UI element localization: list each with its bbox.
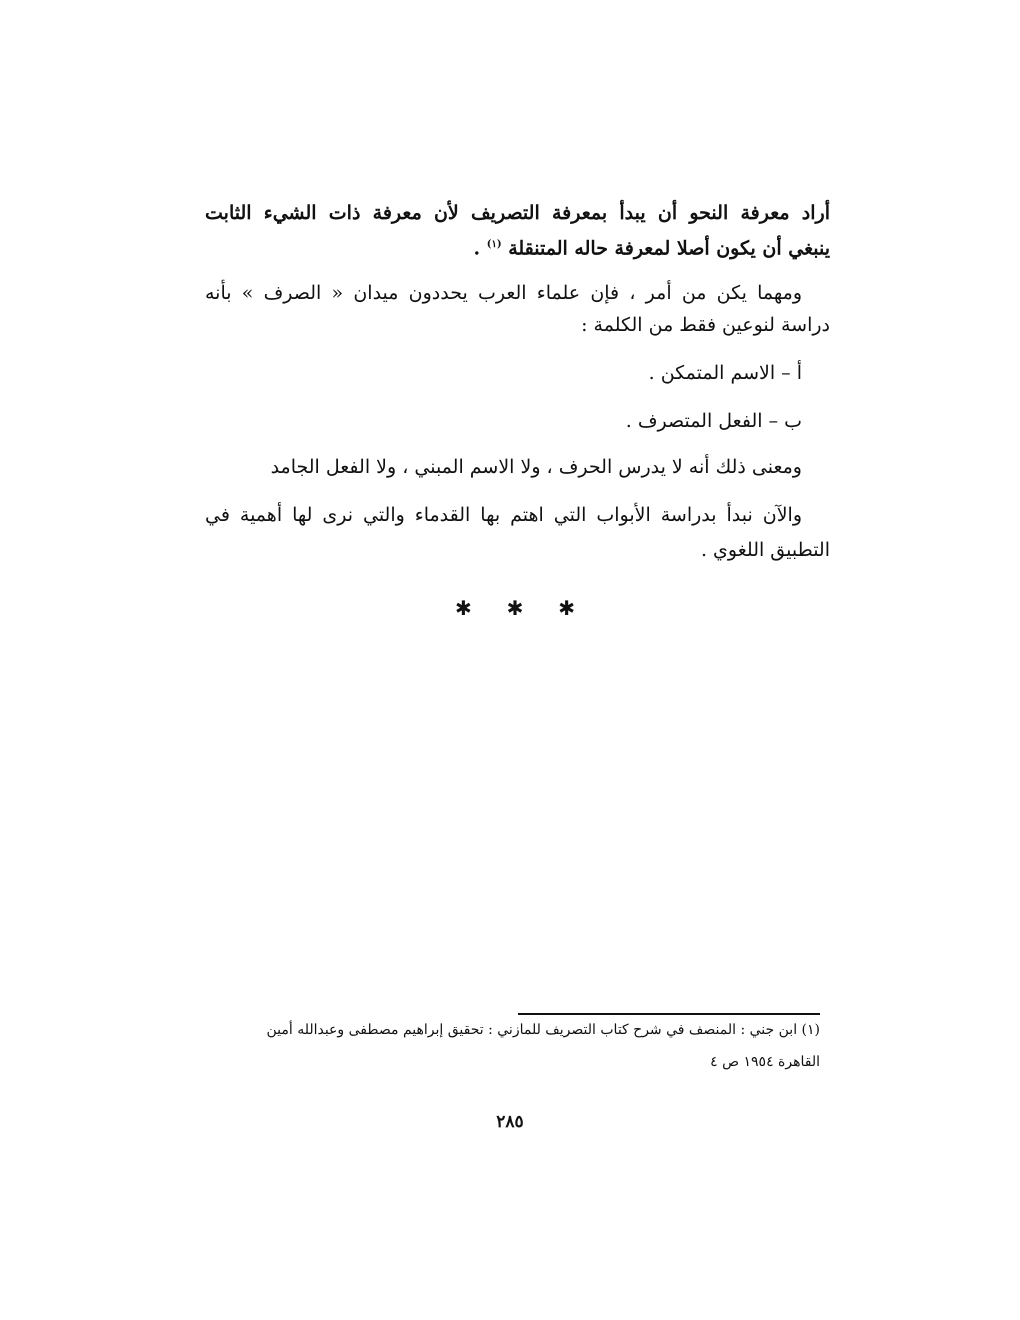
body-line-9: التطبيق اللغوي . <box>700 539 830 561</box>
body-line-7: ومعنى ذلك أنه لا يدرس الحرف ، ولا الاسم المبني ، ولا الفعل الجامد <box>270 456 802 478</box>
body-line-4: دراسة لنوعين فقط من الكلمة : <box>581 314 830 336</box>
body-line-1: أراد معرفة النحو أن يبدأ بمعرفة التصريف لأن معرفة ذات الشيء الثابت <box>205 202 830 224</box>
star-icon: ✱ <box>506 596 524 620</box>
list-item-b: ب – الفعل المتصرف . <box>625 410 802 432</box>
list-item-a: أ – الاسم المتمكن . <box>648 362 802 384</box>
star-icon: ✱ <box>455 596 472 620</box>
section-separator <box>455 596 575 620</box>
footnote-rule <box>518 1013 820 1015</box>
body-line-8: والآن نبدأ بدراسة الأبواب التي اهتم بها القدماء والتي نرى لها أهمية في <box>205 504 802 526</box>
body-line-2: ينبغي أن يكون أصلا لمعرفة حاله المتنقلة $^{(١)}$ . <box>473 237 830 260</box>
page-number: ٢٨٥ <box>496 1112 524 1132</box>
footnote-line-2: القاهرة ١٩٥٤ ص ٤ <box>710 1054 820 1070</box>
body-line-2-text: ينبغي أن يكون أصلا لمعرفة حاله المتنقلة <box>508 237 830 260</box>
footnote-line-1: (١) ابن جني : المنصف في شرح كتاب التصريف للمازني : تحقيق إبراهيم مصطفى وعبدالله أمين <box>266 1022 820 1038</box>
body-line-3: ومهما يكن من أمر ، فإن علماء العرب يحددون ميدان « الصرف » بأنه <box>205 282 802 304</box>
footnote-reference[interactable]: (١) <box>486 239 502 250</box>
star-icon: ✱ <box>558 596 575 620</box>
